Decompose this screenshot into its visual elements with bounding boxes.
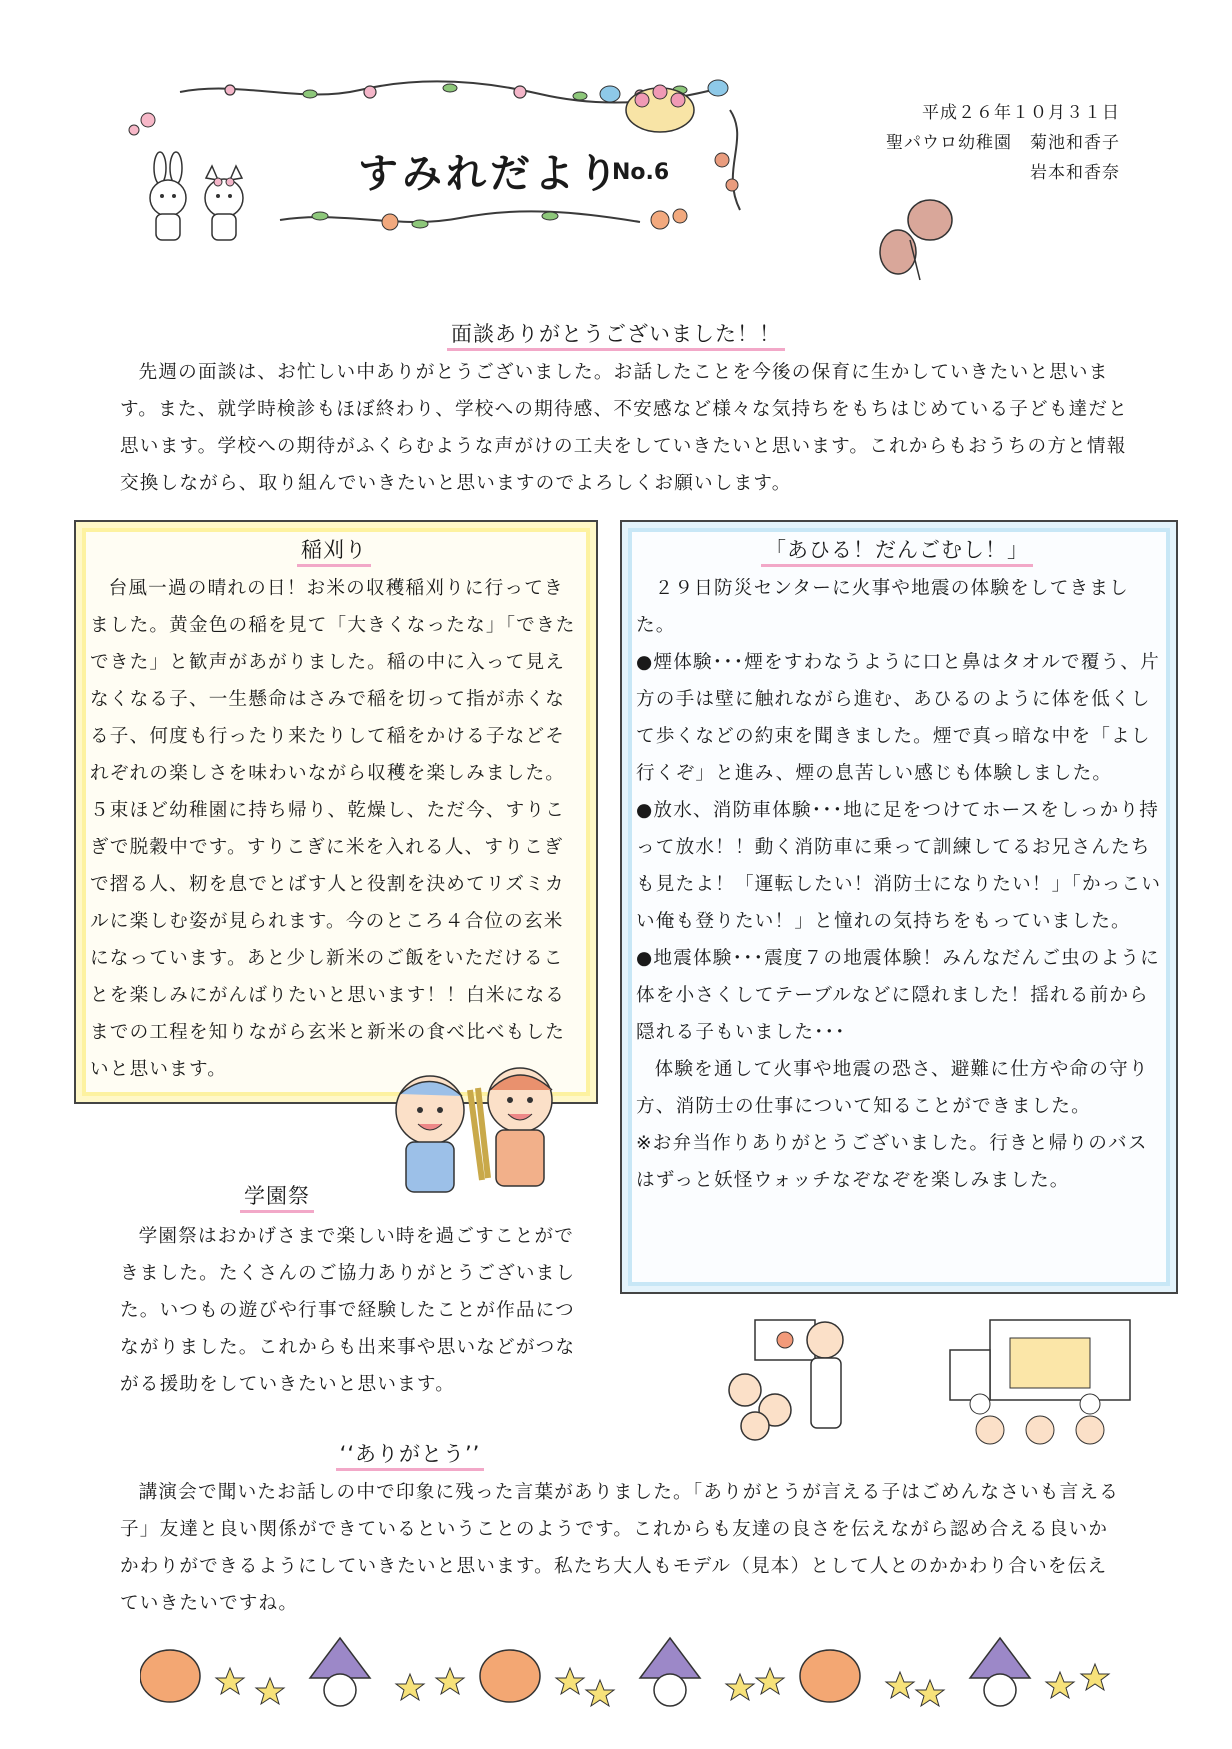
pinecone-illustration	[860, 190, 980, 290]
interview-body: 先週の面談は、お忙しい中ありがとうございました。お話したことを今後の保育に生かしていきたいと思います。また、就学時検診もほぼ終わり、学校への期待感、不安感など様々な気持ちをもちはじめている子ども達だと思います。学校への期待がふくらむような声がけの工夫をしていきたいと思います。これからもおうちの方と情報交換しながら、取り組んでいきたいと思いますのでよろしくお願いします。	[120, 362, 1128, 494]
bousai-heading: 「あひる！だんごむし！」	[761, 534, 1033, 567]
gakuensai-body: 学園祭はおかげさまで楽しい時を過ごすことができました。たくさんのご協力ありがとうございました。いつもの遊びや行事で経験したことが作品につながりました。これからも出来事や思いなどがつながる援助をしていきたいと思います。	[120, 1226, 576, 1395]
arigatou-heading: ‘‘ありがとう’’	[336, 1438, 485, 1471]
school-name: 聖パウロ幼稚園 菊池和香子	[886, 133, 1120, 153]
earthquake-truck-illustration	[940, 1290, 1140, 1450]
bousai-earthquake: ●地震体験･･･震度７の地震体験！みんなだんご虫のように体を小さくしてテーブルなどに隠れました！揺れる前から隠れる子もいました･･･	[636, 948, 1160, 1043]
bousai-water: ●放水、消防車体験･･･地に足をつけてホースをしっかり持って放水！！動く消防車に乗って訓練してるお兄さんたちも見たよ！「運転したい！消防士になりたい！」「かっこいい俺も登りたい！」と憧れの気持ちをもっていました。	[636, 800, 1162, 932]
bousai-content	[636, 570, 1166, 1199]
interview-heading-wrap	[0, 318, 1232, 351]
bousai-smoke: ●煙体験･･･煙をすわなうように口と鼻はタオルで覆う、片方の手は壁に触れながら進む、あひるのように体を低くして歩くなどの約束を聞きました。煙で真っ暗な中を「よし行くぞ」と進み、煙の息苦しい感じも体験しました。	[636, 652, 1160, 784]
inekari-body: 台風一過の晴れの日！お米の収穫稲刈りに行ってきました。黄金色の稲を見て「大きくなったな」「できたできた」と歓声があがりました。稲の中に入って見えなくなる子、一生懸命はさみで稲を切って指が赤くなる子、何度も行ったり来たりして稲をかける子などそれぞれの楽しさを味わいながら収穫を楽しみました。５束ほど幼稚園に持ち帰り、乾燥し、ただ今、すりこぎで脱穀中です。すりこぎに米を入れる人、すりこぎで摺る人、籾を息でとばす人と役割を決めてリズミカルに楽しむ姿が見られます。今のところ４合位の玄米になっています。あと少し新米のご飯をいただけることを楽しみにがんばりたいと思います！！白米になるまでの工程を知りながら玄米と新米の食べ比べもしたいと思います。	[90, 578, 576, 1080]
arigatou-body: 講演会で聞いたお話しの中で印象に残った言葉がありました。「ありがとうが言える子はごめんなさいも言える子」友達と良い関係ができているということのようです。これからも友達の良さを伝えながら認め合える良いかかわりができるようにしていきたいと思います。私たち大人もモデル（見本）として人とのかかわり合いを伝えていきたいですね。	[120, 1482, 1119, 1614]
inekari-heading: 稲刈り	[297, 534, 371, 567]
header-info	[880, 98, 1120, 188]
author-name: 岩本和香奈	[1030, 163, 1120, 183]
bousai-heading-wrap	[620, 534, 1174, 567]
inekari-heading-wrap	[74, 534, 594, 567]
kids-rice-illustration	[370, 1060, 590, 1210]
newsletter-title: すみれだより	[358, 151, 622, 197]
issue-number: No.6	[612, 160, 670, 185]
bousai-summary: 体験を通して火事や地震の恐さ、避難に仕方や命の守り方、消防士の仕事について知ることができました。	[636, 1059, 1149, 1117]
firefighter-illustration	[715, 1300, 875, 1450]
halloween-border-decoration	[140, 1628, 1120, 1718]
bousai-intro: ２９日防災センターに火事や地震の体験をしてきました。	[636, 578, 1129, 636]
bunny-cat-illustration	[130, 150, 270, 250]
arigatou-heading-wrap	[0, 1438, 820, 1471]
gakuensai-heading: 学園祭	[240, 1180, 314, 1213]
gakuensai-heading-wrap	[240, 1180, 314, 1213]
issue-date: 平成２６年１０月３１日	[922, 103, 1120, 123]
bousai-note: ※お弁当作りありがとうございました。行きと帰りのバスはずっと妖怪ウォッチなぞなぞを楽しみました。	[636, 1133, 1148, 1191]
interview-heading: 面談ありがとうございました！！	[447, 318, 785, 351]
